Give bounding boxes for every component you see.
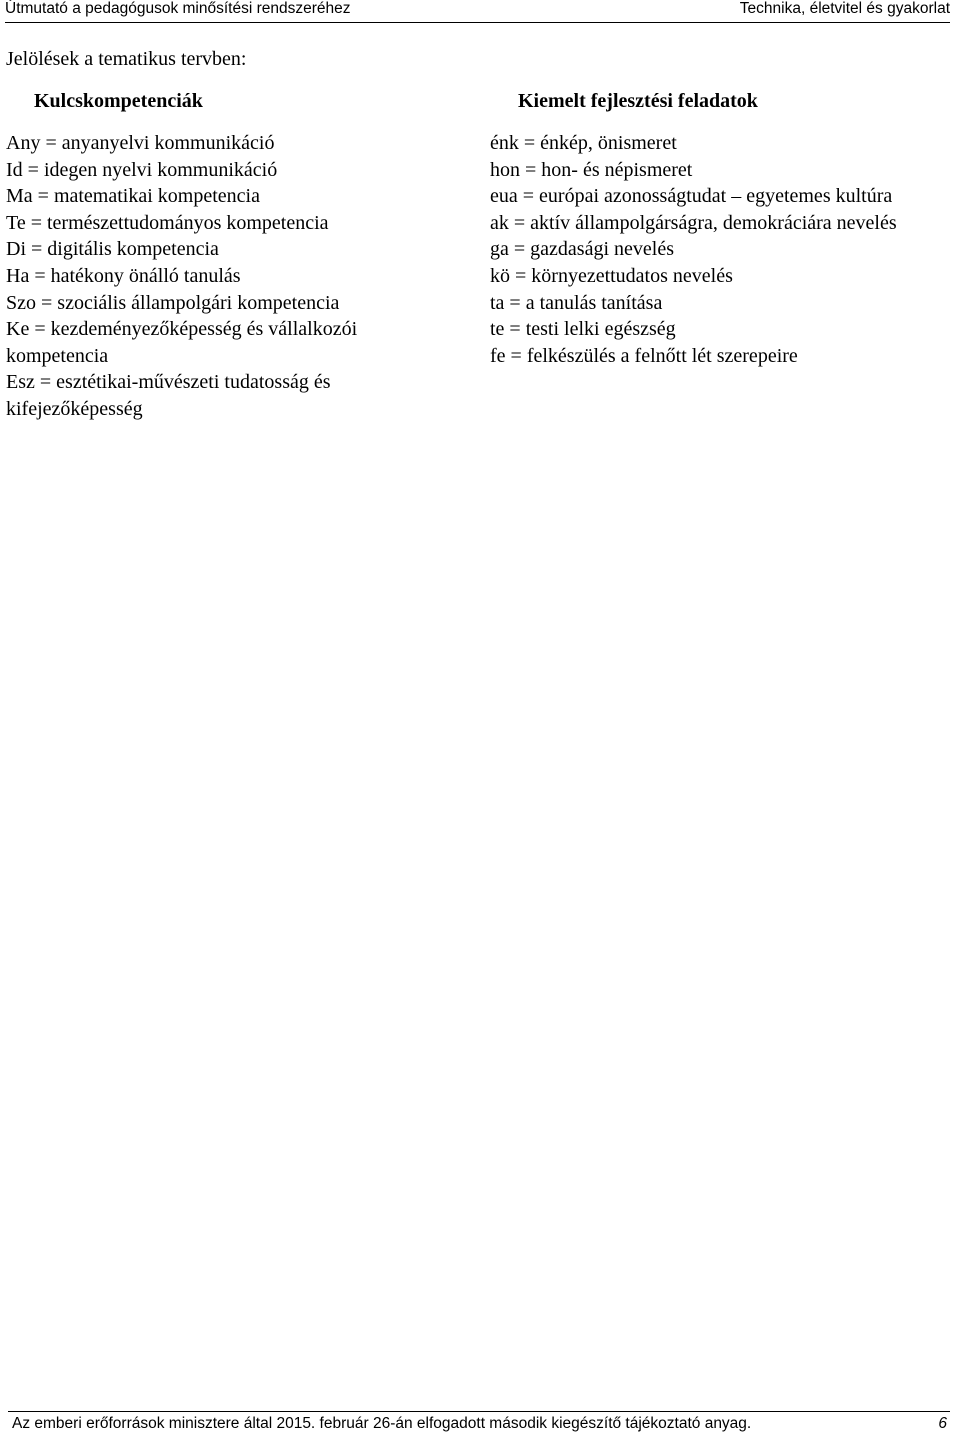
header-subject: Technika, életvitel és gyakorlat (739, 0, 950, 17)
page-header (5, 0, 950, 23)
list-item: fe = felkészülés a felnőtt lét szerepeire (490, 344, 798, 367)
list-item: Te = természettudományos kompetencia (6, 211, 329, 234)
list-item: ga = gazdasági nevelés (490, 238, 674, 261)
list-item: Esz = esztétikai-művészeti tudatosság és kifejezőképesség (6, 371, 331, 420)
list-item: te = testi lelki egészség (490, 318, 676, 341)
header-document-title: Útmutató a pedagógusok minősítési rendszeréhez (5, 0, 351, 17)
intro-heading: Jelölések a tematikus tervben: (6, 48, 247, 70)
list-item: Szo = szociális állampolgári kompetencia (6, 291, 340, 314)
page-footer (8, 1411, 950, 1434)
key-competencies-title: Kulcskompetenciák (34, 90, 203, 112)
list-item: kö = környezettudatos nevelés (490, 264, 733, 287)
page-number: 6 (938, 1415, 947, 1432)
list-item: Ma = matematikai kompetencia (6, 185, 260, 208)
list-item: Ha = hatékony önálló tanulás (6, 264, 241, 287)
list-item: eua = európai azonosságtudat – egyetemes kultúra (490, 185, 893, 208)
list-item: hon = hon- és népismeret (490, 158, 693, 181)
list-item: Any = anyanyelvi kommunikáció (6, 132, 275, 154)
list-item: Id = idegen nyelvi kommunikáció (6, 158, 278, 181)
development-tasks-list (490, 130, 920, 369)
list-item: Ke = kezdeményezőképesség és vállalkozói kompetencia (6, 318, 358, 367)
footer-note: Az emberi erőforrások minisztere által 2015. február 26-án elfogadott második kiegészítő tájékoztató anyag. (12, 1415, 752, 1432)
development-tasks-title: Kiemelt fejlesztési feladatok (518, 90, 758, 112)
list-item: Di = digitális kompetencia (6, 238, 219, 261)
list-item: ak = aktív állampolgárságra, demokráciára nevelés (490, 211, 897, 234)
key-competencies-list (6, 130, 426, 423)
list-item: énk = énkép, önismeret (490, 132, 677, 154)
list-item: ta = a tanulás tanítása (490, 291, 663, 314)
